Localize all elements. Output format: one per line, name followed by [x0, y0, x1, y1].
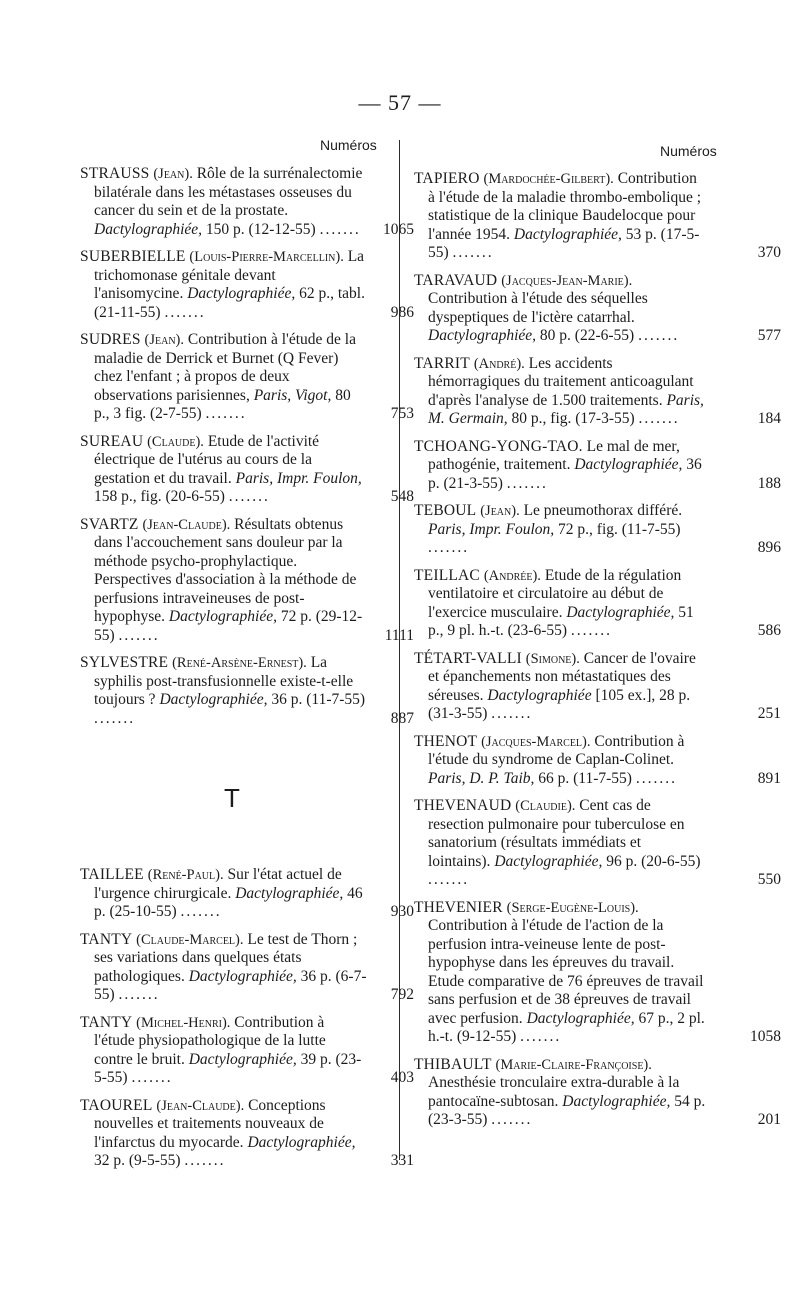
thesis-title: Contribution à l'étude des séquelles dyspeptiques de l'ictère catarrhal. [428, 290, 648, 326]
entry-number: 887 [390, 709, 414, 727]
thesis-title: La syphilis post-transfusionnelle existe-t-elle toujours ? [94, 654, 354, 708]
author-name: TAOUREL [80, 1096, 153, 1114]
author-given-names: (Claudie). [515, 798, 576, 814]
pages-and-date: 72 p., fig. (11-7-55) [558, 520, 681, 538]
author-name: TEBOUL [414, 502, 477, 519]
pages-and-date: 67 p., 2 pl. h.-t. (9-12-55) [428, 1009, 705, 1045]
pages-and-date: 150 p. (12-12-55) [205, 220, 316, 238]
author-name: SUDRES [80, 331, 141, 348]
thesis-title: Etude de l'activité électrique de l'utérus au cours de la gestation et du travail. [94, 432, 320, 487]
entry-number: 548 [390, 488, 414, 505]
thesis-entry: SVARTZ (Jean-Claude). Résultats obtenus dans l'accouchement sans douleur par la méthode psycho-prophylactique. Perspectives d'association à la méthode de perfusions intraveineuses de post-hypophyse. Dactylographiée, 72 p. (29-12-55) ....... 1111 [80, 515, 414, 644]
thesis-title: Etude de la régulation ventilatoire et circulatoire au début de l'exercice musculaire. [428, 566, 682, 621]
thesis-title: Contribution à l'étude du syndrome de Caplan-Colinet. [428, 732, 685, 768]
section-letter: T [224, 783, 240, 813]
thesis-title: La trichomonase génitale devant l'anisomycine. [94, 248, 365, 302]
pages-and-date: 54 p. (23-3-55) [428, 1092, 706, 1128]
author-name: THIBAULT [414, 1055, 492, 1073]
pages-and-date: [105 ex.], 28 p. (31-3-55) [428, 686, 691, 722]
thesis-title: Contribution à l'étude de l'action de la perfusion intra-veineuse lente de post-hypophyse dans les épreuves du travail. Etude comparative de 76 épreuves de travail sans perfusion et de 38 épreuves de travail avec perfusion. [428, 917, 704, 1027]
publisher: Dactylographiée, [513, 225, 622, 243]
publisher: Dactylographiée [487, 686, 592, 704]
author-name: TANTY [80, 930, 133, 948]
entry-number: 1111 [384, 626, 414, 644]
thesis-entry: TAPIERO (Mardochée-Gilbert). Contribution à l'étude de la maladie thrombo-embolique ; statistique de la clinique Baudelocque pour l'année 1954. Dactylographiée, 53 p. (17-5-55) ....... 370 [414, 170, 781, 261]
author-name: THEVENIER [414, 898, 503, 916]
thesis-entry: TAOUREL (Jean-Claude). Conceptions nouvelles et traitements nouveaux de l'infarctus du myocarde. Dactylographiée, 32 p. (9-5-55) ....... 331 [80, 1096, 414, 1169]
thesis-title: Sur l'état actuel de l'urgence chirurgicale. [94, 866, 342, 902]
author-given-names: (Andrée). [483, 567, 541, 584]
pages-and-date: 66 p. (11-7-55) [538, 769, 632, 787]
publisher: Dactylographiée, [235, 884, 344, 902]
author-name: TÉTART-VALLI [414, 649, 522, 667]
entry-number: 1065 [383, 220, 414, 238]
thesis-title: Le pneumothorax différé. [523, 502, 683, 519]
column-heading-left: Numéros [320, 137, 377, 153]
pages-and-date: 51 p., 9 pl. h.-t. (23-6-55) [428, 603, 694, 639]
publisher: Paris, D. P. Taib, [428, 769, 535, 787]
thesis-title: Cent cas de resection pulmonaire pour tuberculose en sanatorium (résultats immédiats et lointains). [428, 797, 685, 870]
thesis-title: Contribution à l'étude physiopathologique de la lutte contre le bruit. [94, 1013, 326, 1068]
thesis-entry: SUBERBIELLE (Louis-Pierre-Marcellin). La trichomonase génitale devant l'anisomycine. Dactylographiée, 62 p., tabl. (21-11-55) ....... 986 [80, 248, 414, 321]
entry-number: 201 [757, 1111, 781, 1128]
thesis-entry: TARAVAUD (Jacques-Jean-Marie). Contribution à l'étude des séquelles dyspeptiques de l'ictère catarrhal. Dactylographiée, 80 p. (22-6-55) ....... 577 [414, 271, 781, 344]
author-name: SUREAU [80, 432, 144, 450]
author-given-names: (Claude-Marcel). [136, 931, 244, 948]
author-given-names: (Serge-Eugène-Louis). [506, 899, 639, 916]
thesis-entry: TANTY (Claude-Marcel). Le test de Thorn ; ses variations dans quelques états pathologiques. Dactylographiée, 36 p. (6-7-55) ....... 792 [80, 930, 414, 1003]
entry-number: 184 [757, 410, 781, 427]
entry-number: 577 [757, 327, 781, 344]
thesis-title: Le mal de mer, pathogénie, traitement. [428, 437, 680, 473]
entry-number: 251 [757, 705, 781, 722]
thesis-entry: TANTY (Michel-Henri). Contribution à l'étude physiopathologique de la lutte contre le bruit. Dactylographiée, 39 p. (23-5-55) ....... 403 [80, 1013, 414, 1086]
entries-t-right [414, 170, 781, 1130]
thesis-title: Rôle de la surrénalectomie bilatérale dans les métastases osseuses du cancer du sein et de la prostate. [94, 165, 363, 219]
author-given-names: (Jean). [153, 166, 193, 182]
left-column [80, 165, 414, 1180]
thesis-entry: TEILLAC (Andrée). Etude de la régulation ventilatoire et circulatoire au début de l'exercice musculaire. Dactylographiée, 51 p., 9 pl. h.-t. (23-6-55) ....... 586 [414, 566, 781, 639]
page-number: — 57 — [358, 90, 442, 115]
thesis-title: Contribution à l'étude de la maladie de Derrick et Burnet (Q Fever) chez l'enfant ; à propos de deux observations parisiennes, [94, 331, 356, 404]
publisher: Dactylographiée, [187, 285, 296, 302]
pages-and-date: 80 p., 3 fig. (2-7-55) [94, 386, 351, 422]
thesis-entry: THEVENAUD (Claudie). Cent cas de resection pulmonaire pour tuberculose en sanatorium (résultats immédiats et lointains). Dactylographiée, 96 p. (20-6-55) ....... 550 [414, 797, 781, 888]
pages-and-date: 32 p. (9-5-55) [94, 1152, 181, 1169]
publisher: Dactylographiée, [159, 691, 268, 708]
entry-number: 331 [390, 1152, 414, 1169]
author-given-names: (Jacques-Marcel). [481, 733, 591, 750]
thesis-title: Anesthésie tronculaire extra-durable à la pantocaïne-subtosan. [428, 1074, 680, 1110]
entry-number: 403 [390, 1069, 414, 1086]
entry-number: 188 [757, 474, 781, 492]
publisher: Paris, Vigot, [253, 386, 332, 404]
thesis-title: Contribution à l'étude de la maladie thrombo-embolique ; statistique de la clinique Baudelocque pour l'année 1954. [428, 170, 702, 243]
publisher: Dactylographiée, [494, 852, 603, 870]
thesis-entry: TAILLEE (René-Paul). Sur l'état actuel de l'urgence chirurgicale. Dactylographiée, 46 p. (25-10-55) ....... 930 [80, 866, 414, 920]
publisher: Dactylographiée, [247, 1133, 356, 1151]
author-name: SVARTZ [80, 515, 139, 533]
author-name: SYLVESTRE [80, 654, 169, 671]
pages-and-date: 36 p. (6-7-55) [94, 967, 367, 1003]
publisher: Dactylographiée, [428, 327, 537, 344]
author-given-names: (Mardochée-Gilbert). [483, 171, 614, 187]
thesis-title: Cancer de l'ovaire et épanchements non métastatiques des séreuses. [428, 649, 696, 704]
publisher: Dactylographiée, [566, 603, 675, 621]
entry-number: 1058 [750, 1028, 781, 1045]
author-given-names: (René-Paul). [147, 867, 224, 883]
author-name: TCHOANG-YONG-TAO. [414, 437, 583, 455]
publisher: Dactylographiée, [188, 967, 297, 985]
pages-and-date: 80 p., fig. (17-3-55) [511, 410, 635, 427]
author-given-names: (Jean-Claude). [142, 516, 231, 533]
thesis-title: Résultats obtenus dans l'accouchement sans douleur par la méthode psycho-prophylactique. Perspectives d'association à la méthode de perfusions intraveineuses de post-hypophyse. [94, 515, 357, 625]
thesis-entry: TARRIT (André). Les accidents hémorragiques du traitement anticoagulant d'après l'analyse de 1.500 traitements. Paris, M. Germain, 80 p., fig. (17-3-55) ....... 184 [414, 354, 781, 427]
thesis-entry: STRAUSS (Jean). Rôle de la surrénalectomie bilatérale dans les métastases osseuses du cancer du sein et de la prostate. Dactylographiée, 150 p. (12-12-55) ....... 1065 [80, 165, 414, 238]
thesis-title: Le test de Thorn ; ses variations dans quelques états pathologiques. [94, 930, 358, 985]
author-name: TEILLAC [414, 566, 480, 584]
pages-and-date: 62 p., tabl. (21-11-55) [94, 285, 365, 321]
publisher: Dactylographiée, [94, 220, 203, 238]
author-name: TARRIT [414, 354, 470, 372]
author-name: THENOT [414, 732, 478, 750]
author-name: TAPIERO [414, 170, 480, 187]
author-name: TARAVAUD [414, 271, 498, 289]
entry-number: 930 [390, 903, 414, 920]
pages-and-date: 158 p., fig. (20-6-55) [94, 488, 225, 505]
publisher: Paris, Impr. Foulon, [235, 469, 362, 487]
author-given-names: (Marie-Claire-Françoise). [495, 1056, 652, 1073]
column-heading-right: Numéros [660, 143, 717, 159]
publisher: Dactylographiée, [188, 1050, 297, 1068]
thesis-entry: SUDRES (Jean). Contribution à l'étude de la maladie de Derrick et Burnet (Q Fever) chez l'enfant ; à propos de deux observations parisiennes, Paris, Vigot, 80 p., 3 fig. (2-7-55) ....... 753 [80, 331, 414, 422]
entry-number: 370 [757, 244, 781, 261]
publisher: Paris, Impr. Foulon, [428, 520, 555, 538]
entry-number: 896 [757, 539, 781, 556]
thesis-title: Les accidents hémorragiques du traitement anticoagulant d'après l'analyse de 1.500 traitements. [428, 354, 694, 409]
column-divider [399, 140, 400, 1160]
entries-s [80, 165, 414, 728]
author-given-names: (Jean-Claude). [156, 1097, 245, 1114]
publisher: Dactylographiée, [562, 1092, 671, 1110]
entry-number: 986 [390, 303, 414, 321]
author-name: STRAUSS [80, 165, 150, 182]
thesis-entry: THEVENIER (Serge-Eugène-Louis). Contribution à l'étude de l'action de la perfusion intra-veineuse lente de post-hypophyse dans les épreuves du travail. Etude comparative de 76 épreuves de travail sans perfusion et de 38 épreuves de travail avec perfusion. Dactylographiée, 67 p., 2 pl. h.-t. (9-12-55) ....... 1058 [414, 898, 781, 1045]
entry-number: 891 [757, 769, 781, 787]
thesis-entry: SYLVESTRE (René-Arsène-Ernest). La syphilis post-transfusionnelle existe-t-elle toujours ? Dactylographiée, 36 p. (11-7-55) ....... 887 [80, 654, 414, 727]
author-given-names: (Louis-Pierre-Marcellin). [189, 249, 344, 265]
author-given-names: (Jean). [144, 332, 184, 348]
author-name: TANTY [80, 1013, 133, 1031]
author-given-names: (Simone). [525, 650, 580, 667]
author-given-names: (André). [473, 355, 525, 372]
thesis-entry: THENOT (Jacques-Marcel). Contribution à l'étude du syndrome de Caplan-Colinet. Paris, D. P. Taib, 66 p. (11-7-55) ....... 891 [414, 732, 781, 787]
author-given-names: (Claude). [147, 433, 204, 450]
author-given-names: (Jacques-Jean-Marie). [501, 272, 633, 289]
pages-and-date: 72 p. (29-12-55) [94, 608, 363, 644]
entry-number: 753 [390, 405, 414, 422]
thesis-entry: SUREAU (Claude). Etude de l'activité électrique de l'utérus au cours de la gestation et du travail. Paris, Impr. Foulon, 158 p., fig. (20-6-55) ....... 548 [80, 432, 414, 505]
author-given-names: (Jean). [480, 503, 520, 519]
author-name: THEVENAUD [414, 797, 512, 814]
entry-number: 586 [757, 622, 781, 639]
publisher: Paris, M. Germain, [428, 391, 704, 427]
author-name: SUBERBIELLE [80, 248, 186, 265]
entry-number: 550 [757, 871, 781, 888]
thesis-entry: TCHOANG-YONG-TAO. Le mal de mer, pathogénie, traitement. Dactylographiée, 36 p. (21-3-55) ....... 188 [414, 437, 781, 492]
author-given-names: (René-Arsène-Ernest). [172, 655, 307, 671]
thesis-entry: TÉTART-VALLI (Simone). Cancer de l'ovaire et épanchements non métastatiques des séreuses. Dactylographiée [105 ex.], 28 p. (31-3-55) ....... 251 [414, 649, 781, 722]
pages-and-date: 46 p. (25-10-55) [94, 884, 363, 920]
entries-t-left [80, 866, 414, 1171]
entry-number: 792 [390, 986, 414, 1003]
author-name: TAILLEE [80, 866, 144, 883]
publisher: Dactylographiée, [526, 1009, 635, 1027]
thesis-title: Conceptions nouvelles et traitements nouveaux de l'infarctus du myocarde. [94, 1096, 326, 1151]
publisher: Dactylographiée, [168, 608, 277, 625]
right-column [414, 170, 781, 1139]
author-given-names: (Michel-Henri). [136, 1014, 231, 1031]
thesis-entry: TEBOUL (Jean). Le pneumothorax différé. Paris, Impr. Foulon, 72 p., fig. (11-7-55) ....... 896 [414, 502, 781, 556]
pages-and-date: 96 p. (20-6-55) [606, 852, 701, 870]
thesis-entry: THIBAULT (Marie-Claire-Françoise). Anesthésie tronculaire extra-durable à la pantocaïne-subtosan. Dactylographiée, 54 p. (23-3-55) ....... 201 [414, 1055, 781, 1128]
pages-and-date: 80 p. (22-6-55) [539, 327, 635, 344]
pages-and-date: 39 p. (23-5-55) [94, 1050, 362, 1086]
pages-and-date: 53 p. (17-5-55) [428, 225, 700, 261]
pages-and-date: 36 p. (11-7-55) [271, 691, 366, 708]
pages-and-date: 36 p. (21-3-55) [428, 456, 702, 492]
publisher: Dactylographiée, [574, 456, 683, 473]
